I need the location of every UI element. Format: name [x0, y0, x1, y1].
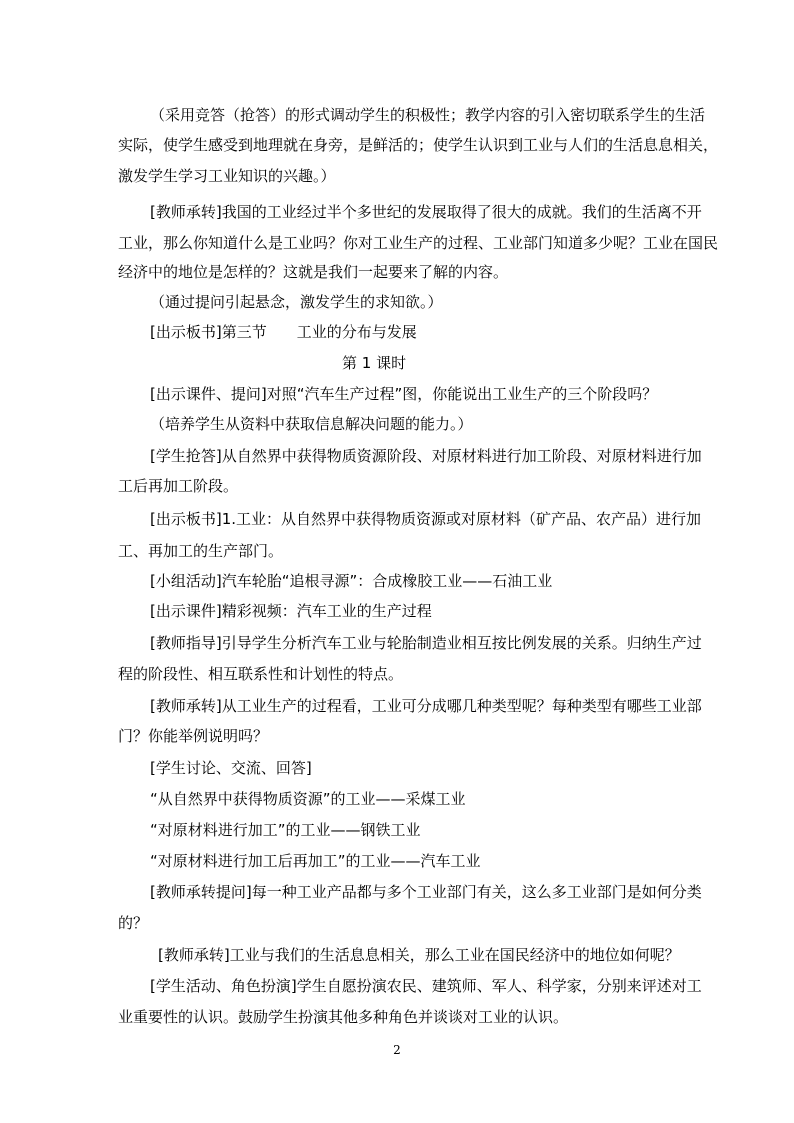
paragraph-line: [学生活动、角色扮演]学生自愿扮演农民、建筑师、军人、科学家，分别来评述对工 [150, 977, 702, 995]
paragraph-line: [学生抢答]从自然界中获得物质资源阶段、对原材料进行加工阶段、对原材料进行加 [150, 447, 702, 465]
page-number: 2 [393, 1043, 401, 1057]
paragraph-line: （采用竞答（抢答）的形式调动学生的积极性；教学内容的引入密切联系学生的生活 [150, 106, 706, 124]
section-heading: [出示板书]第三节 工业的分布与发展 [150, 323, 417, 341]
paragraph-line: [出示课件、提问]对照“汽车生产过程”图，你能说出工业生产的三个阶段吗？ [150, 385, 658, 403]
paragraph-line: 工、再加工的生产部门。 [118, 542, 284, 560]
paragraph-line: [出示板书]1.工业：从自然界中获得物质资源或对原材料（矿产品、农产品）进行加 [150, 510, 702, 528]
paragraph-line: 工后再加工阶段。 [118, 477, 239, 495]
paragraph-line: [学生讨论、交流、回答] [150, 759, 312, 777]
paragraph-line: “对原材料进行加工后再加工”的工业——汽车工业 [150, 852, 481, 870]
paragraph-line: （通过提问引起悬念，激发学生的求知欲。） [150, 293, 443, 311]
paragraph-line: （培养学生从资料中获取信息解决问题的能力。） [150, 415, 473, 433]
paragraph-line: 工业，那么你知道什么是工业吗？你对工业生产的过程、工业部门知道多少呢？工业在国民 [118, 234, 719, 252]
paragraph-line: “从自然界中获得物质资源”的工业——采煤工业 [150, 790, 466, 808]
paragraph-line: [出示课件]精彩视频：汽车工业的生产过程 [150, 602, 432, 620]
paragraph-line: [教师承转]我国的工业经过半个多世纪的发展取得了很大的成就。我们的生活离不开 [150, 203, 702, 221]
paragraph-line: [教师承转]从工业生产的过程看，工业可分成哪几种类型呢？每种类型有哪些工业部 [150, 697, 702, 715]
paragraph-line: [教师承转]工业与我们的生活息息相关，那么工业在国民经济中的地位如何呢？ [158, 946, 680, 964]
paragraph-line: “对原材料进行加工”的工业——钢铁工业 [150, 821, 421, 839]
paragraph-line: 经济中的地位是怎样的？这就是我们一起要来了解的内容。 [118, 263, 509, 281]
lesson-subheading: 第 1 课时 [342, 354, 407, 372]
paragraph-line: [教师指导]引导学生分析汽车工业与轮胎制造业相互按比例发展的关系。归纳生产过 [150, 634, 702, 652]
paragraph-line: 程的阶段性、相互联系性和计划性的特点。 [118, 665, 404, 683]
paragraph-line: 实际，使学生感受到地理就在身旁，是鲜活的；使学生认识到工业与人们的生活息息相关， [118, 136, 719, 154]
paragraph-line: 业重要性的认识。鼓励学生扮演其他多种角色并谈谈对工业的认识。 [118, 1008, 569, 1026]
paragraph-line: 门？你能举例说明吗？ [118, 727, 269, 745]
paragraph-line: [小组活动]汽车轮胎“追根寻源”：合成橡胶工业——石油工业 [150, 572, 553, 590]
paragraph-line: [教师承转提问]每一种工业产品都与多个工业部门有关，这么多工业部门是如何分类 [150, 883, 702, 901]
paragraph-line: 激发学生学习工业知识的兴趣。） [118, 167, 336, 185]
paragraph-line: 的？ [118, 914, 149, 932]
